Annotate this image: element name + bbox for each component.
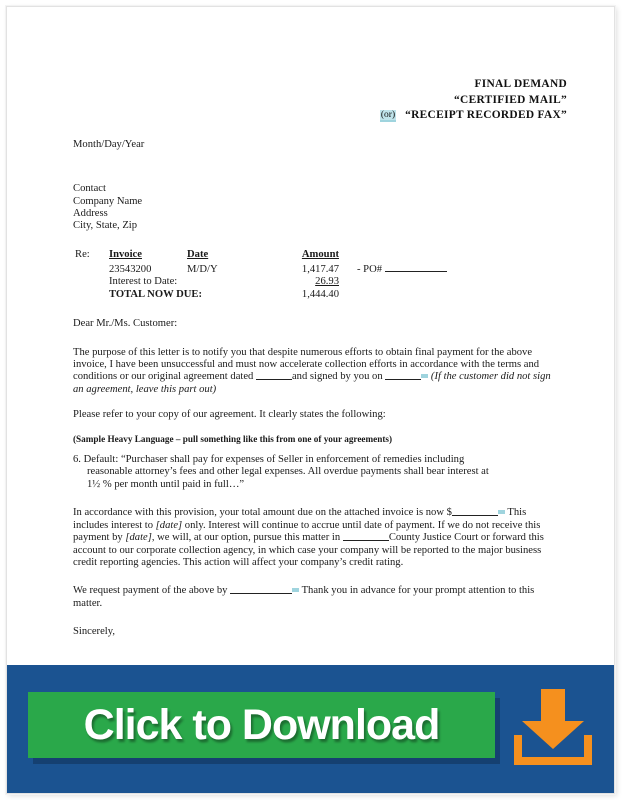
paragraph-amount-due-e: County Justice Court or forward this account to our corporate collection agency, in which case your company will be reported to the major business credit reporting agencies. This action will affect your company’s credit rating. [73,532,544,568]
sample-language-note: (Sample Heavy Language – pull something like this from one of your agreements) [73,433,393,444]
spacer [73,331,551,347]
date-line: Month/Day/Year [73,139,145,150]
payment-date-placeholder: [date] [125,532,152,544]
paragraph-amount-due-a: In accordance with this provision, your total amount due on the attached invoice is now $ [73,507,452,519]
highlight-tick [498,510,505,514]
interest-to-date-amount: 26.93 [315,276,339,288]
po-cell-empty [339,276,447,289]
spacer [73,610,551,626]
letter-body [73,139,551,639]
clause-line-3: 1½ % per month until paid in full…” [87,478,245,490]
address-street: Address [73,208,108,219]
clause-line-2: reasonable attorney’s fees and other legal expenses. All overdue payments shall bear interest at [87,466,489,478]
spacer [73,569,551,585]
row-spacer [75,289,109,302]
certified-mail-line: “CERTIFIED MAIL” [454,93,567,106]
po-blank-field[interactable] [385,262,447,272]
column-header-amount: Amount [301,248,339,260]
spacer [73,151,551,167]
row-spacer [75,276,109,289]
total-now-due-amount: 1,444.40 [301,289,339,301]
total-now-due-label: TOTAL NOW DUE: [109,289,203,301]
paragraph-amount-due-b: This includes interest to [73,507,527,531]
paragraph-purpose-text-a: The purpose of this letter is to notify you that despite numerous efforts to obtain final payment for the above invoice, I have been unsuccessful and must now accelerate collection efforts in accordance with the terms and conditions or our original agreement dated [73,346,540,383]
invoice-summary-table [75,249,447,303]
spacer [73,445,551,454]
re-label: Re: [75,248,90,260]
paragraph-amount-due-d: , we will, at our option, pursue this matter in [151,532,343,544]
highlight-tick [421,374,428,378]
table-row [75,289,447,302]
spacer [73,422,551,433]
letter-document [7,7,614,659]
paragraph-request-a: We request payment of the above by [73,585,231,597]
recipient-address-block [73,183,551,232]
spacer [73,167,551,183]
spacer [73,491,551,507]
signed-date-blank[interactable] [385,371,421,380]
interest-to-date-label: Interest to Date: [109,276,178,288]
county-blank[interactable] [343,532,389,541]
final-demand-line: FINAL DEMAND [474,78,567,90]
paragraph-request-b: Thank you in advance for your prompt attention to this matter. [73,585,535,609]
table-header-row [75,249,447,262]
column-header-invoice: Invoice [109,248,142,260]
invoice-amount: 1,417.47 [301,263,339,275]
header-notice [7,77,567,124]
closing-salutation: Sincerely, [73,626,115,638]
paragraph-amount-due-c: only. Interest will continue to accrue until date of payment. If we do not receive this payment by [73,519,541,544]
invoice-number: 23543200 [109,263,152,275]
table-row [75,262,447,277]
agreement-date-blank[interactable] [256,371,292,380]
table-row [75,276,447,289]
clause-line-1: 6. Default: “Purchaser shall pay for expenses of Seller in enforcement of remedies including [73,454,465,466]
click-to-download-button[interactable] [28,692,495,758]
corner-diagonal-band [428,7,614,11]
or-marker: (or) [380,110,396,120]
paragraph-amount-due [73,507,551,569]
total-amount-blank[interactable] [452,507,498,516]
receipt-fax-text: “RECEIPT RECORDED FAX” [405,109,567,121]
address-company: Company Name [73,195,143,207]
po-cell-empty [339,289,447,302]
address-citystatezip: City, State, Zip [73,220,138,232]
receipt-fax-line [7,108,567,124]
paragraph-refer-agreement: Please refer to your copy of our agreement. It clearly states the following: [73,409,386,421]
paragraph-purpose-italic-note: (If the customer did not sign an agreement, leave this part out) [73,371,551,395]
column-header-date: Date [187,248,209,260]
po-cell [339,262,447,277]
po-header-cell [339,249,447,262]
download-banner [7,665,614,793]
paragraph-purpose-text-b: and signed by you on [291,371,386,383]
paragraph-request-payment [73,585,551,610]
po-label: - PO# [357,263,383,275]
paragraph-purpose [73,347,551,397]
interest-date-placeholder: [date] [155,519,183,531]
payment-due-blank[interactable] [230,585,292,594]
download-button-label: Click to Download [83,701,440,749]
default-clause [73,454,551,491]
spacer [73,233,551,249]
salutation: Dear Mr./Ms. Customer: [73,318,178,330]
row-spacer [75,262,109,277]
address-contact: Contact [73,183,106,195]
invoice-date: M/D/Y [187,263,218,275]
spacer [73,396,551,409]
download-arrow-icon[interactable] [510,687,596,767]
spacer [73,302,551,318]
